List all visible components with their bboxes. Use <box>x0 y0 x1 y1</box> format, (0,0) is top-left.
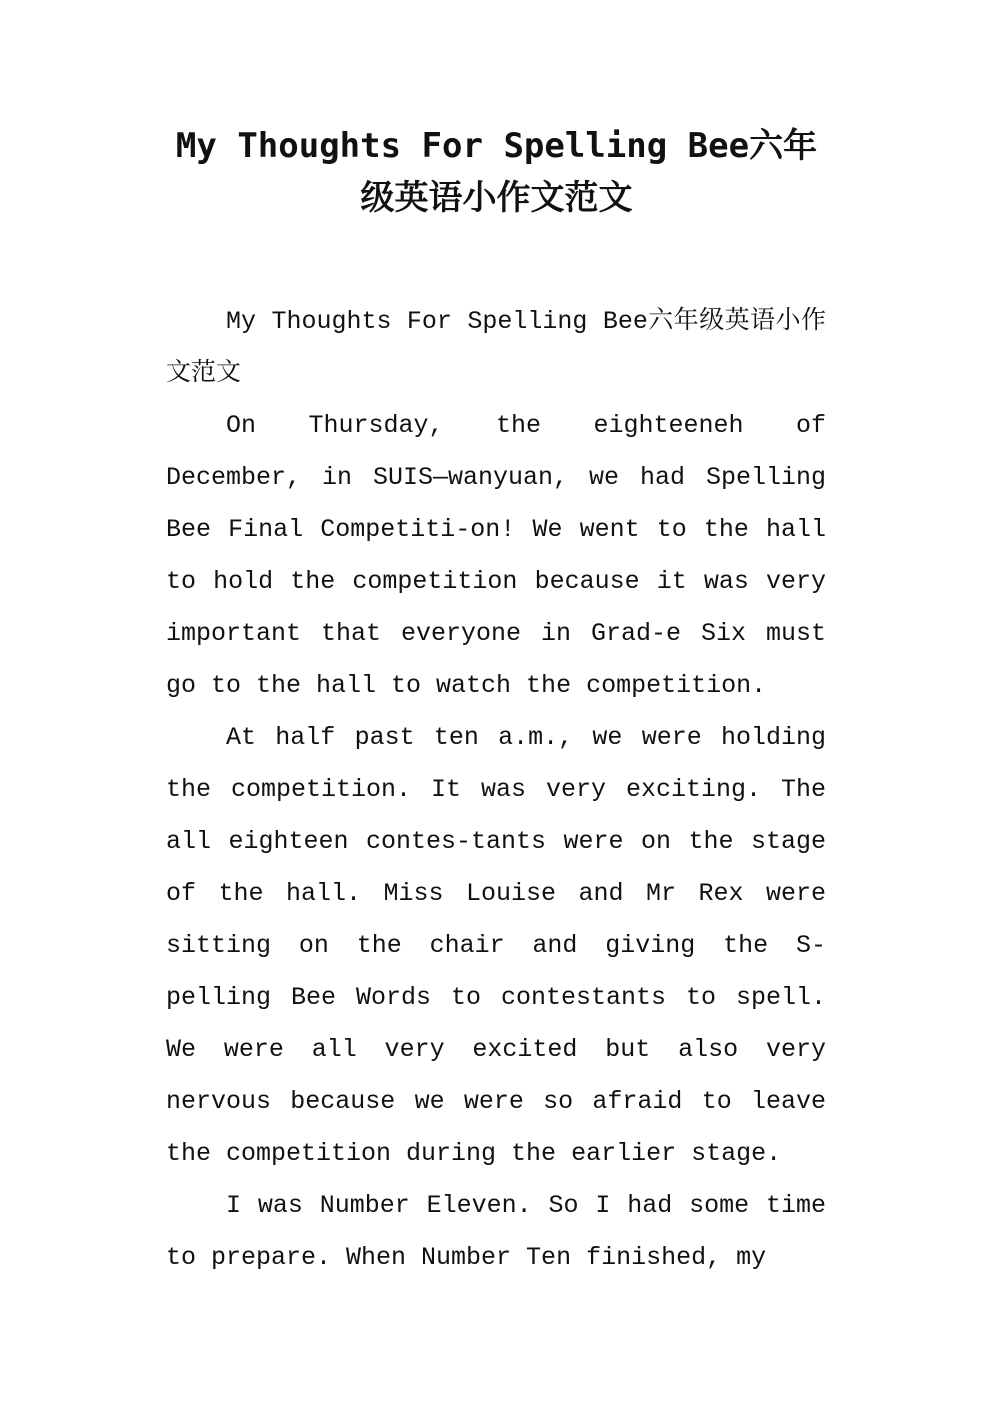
document-body <box>166 296 826 1284</box>
paragraph-thursday: On Thursday, the eighteeneh of December, in SUIS—wanyuan, we had Spelling Bee Final Competiti-on! We went to the hall to hold the competition because it was very important that everyone in Grad-e Six must go to the hall to watch the competition. <box>166 411 826 700</box>
paragraph-heading-repeat: My Thoughts For Spelling Bee六年级英语小作文范文 <box>166 307 826 388</box>
document-title: My Thoughts For Spelling Bee六年级英语小作文范文 <box>175 126 818 218</box>
paragraph-competition: At half past ten a.m., we were holding the competition. It was very exciting. The all eighteen contes-tants were on the stage of the hall. Miss Louise and Mr Rex were sitting on the chair and giving the S-pelling Bee Words to contestants to spell. We were all very excited but also very nervous because we were so afraid to leave the competition during the earlier stage. <box>166 723 826 1168</box>
paragraph-number-eleven: I was Number Eleven. So I had some time to prepare. When Number Ten finished, my <box>166 1191 826 1272</box>
